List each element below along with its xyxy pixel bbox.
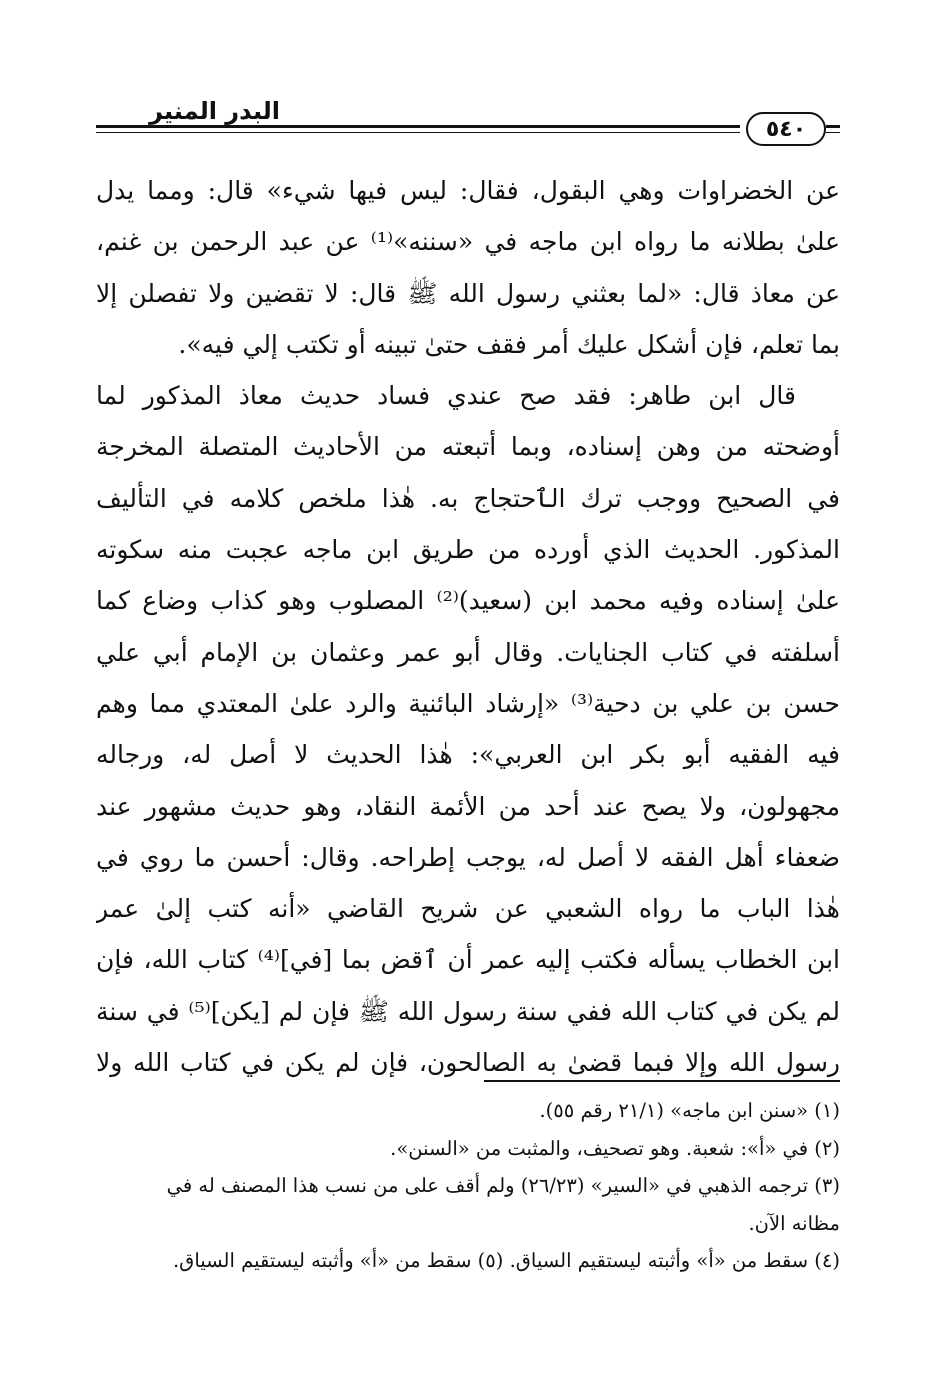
header-rule-thin-right [826,132,840,133]
header-rule-thin [96,132,740,133]
text-line: رسول الله وإلا فبما قضىٰ به الصالحون، فإن لم يكن في كتاب الله ولا [96,1048,840,1078]
page-number: ٥٤٠ [746,112,826,146]
text-line: مجهولون، ولا يصح عند أحد من الأئمة النقاد، وهو حديث مشهور عند [96,791,840,821]
text-line: عن معاذ قال: «لما بعثني رسول الله ﷺ قال: لا تقضين ولا تفصلن إلا [96,278,840,308]
text-line: قال ابن طاهر: فقد صح عندي فساد حديث معاذ المذكور لما [96,381,796,411]
text-line: المذكور. الحديث الذي أورده من طريق ابن ماجه عجبت منه سكوته [96,535,840,565]
footnote-line: (٣) ترجمه الذهبي في «السير» (٢٦/٢٣) ولم أقف على من نسب هذا المصنف له في [166,1174,840,1197]
text-line: لم يكن في كتاب الله ففي سنة رسول الله ﷺ فإن لم [يكن]⁽⁵⁾ في سنة [96,996,840,1026]
text-line: أسلفته في كتاب الجنايات. وقال أبو عمر وعثمان بن الإمام أبي علي [96,637,840,667]
text-line: ضعفاء أهل الفقه لا أصل له، يوجب إطراحه. وقال: أحسن ما روي في [96,842,840,872]
text-line: بما تعلم، فإن أشكل عليك أمر فقف حتىٰ تبينه أو تكتب إلي فيه». [178,329,840,359]
footnotes [96,1092,840,1280]
text-line: علىٰ إسناده وفيه محمد ابن (سعيد)⁽²⁾ المصلوب وهو كذاب وضاع كما [96,586,840,616]
text-line: في الصحيح ووجب ترك الٱحتجاج به. هٰذا ملخص كلامه في التأليف [96,483,840,513]
header-rule-thick [96,125,740,128]
text-line: هٰذا الباب ما رواه الشعبي عن شريح القاضي «أنه كتب إلىٰ عمر [96,894,840,924]
text-line: علىٰ بطلانه ما رواه ابن ماجه في «سننه»⁽¹⁾ عن عبد الرحمن بن غنم، [96,227,840,257]
text-line: أوضحته من وهن إسناده، وبما أتبعته من الأحاديث المتصلة المخرجة [96,432,840,462]
running-title: البدر المنير [149,97,280,125]
footnote-separator [484,1080,840,1082]
header-rule-thick-right [826,125,840,128]
footnote-line: (٤) سقط من «أ» وأثبته ليستقيم السياق. (٥) سقط من «أ» وأثبته ليستقيم السياق. [172,1249,840,1272]
text-line: فيه الفقيه أبو بكر ابن العربي»: هٰذا الحديث لا أصل له، ورجاله [96,740,840,770]
text-line: عن الخضراوات وهي البقول، فقال: ليس فيها شيء» قال: ومما يدل [96,176,840,205]
footnote-line: مظانه الآن. [748,1211,840,1235]
footnote-line: (٢) في «أ»: شعبة. وهو تصحيف، والمثبت من «السنن». [390,1136,840,1160]
page-header [96,95,840,155]
text-line: ابن الخطاب يسأله فكتب إليه عمر أن ٱقض بما [في]⁽⁴⁾ كتاب الله، فإن [96,945,840,975]
text-line: حسن بن علي بن دحية⁽³⁾ «إرشاد البائنية والرد علىٰ المعتدي مما وهم [96,688,840,718]
footnote-line: (١) «سنن ابن ماجه» (٢١/١ رقم ٥٥). [539,1099,840,1122]
main-text-body [96,165,840,1088]
